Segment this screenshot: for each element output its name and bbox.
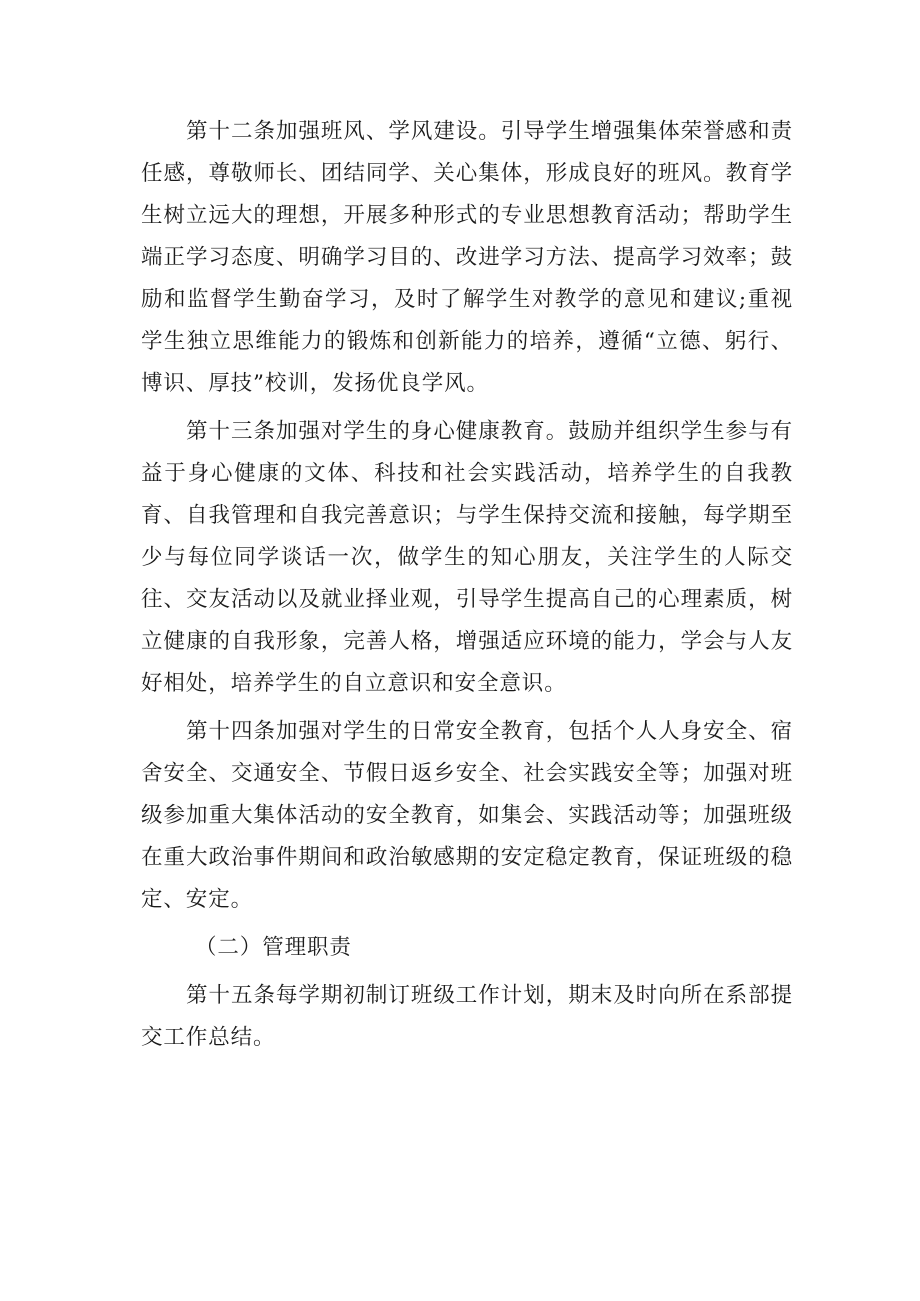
article-15-paragraph: 第十五条每学期初制订班级工作计划，期末及时向所在系部提交工作总结。	[141, 983, 793, 1050]
document-body	[141, 111, 793, 1059]
article-12-paragraph: 第十二条加强班风、学风建设。引导学生增强集体荣誉感和责任感，尊敬师长、团结同学、关心集体，形成良好的班风。教育学生树立远大的理想，开展多种形式的专业思想教育活动；帮助学生端正学习态度、明确学习目的、改进学习方法、提高学习效率；鼓励和监督学生勤奋学习，及时了解学生对教学的意见和建议;重视学生独立思维能力的锻炼和创新能力的培养，遵循“立德、躬行、博识、厚技”校训，发扬优良学风。	[141, 119, 793, 396]
section-heading: （二）管理职责	[195, 935, 352, 960]
article-14-paragraph: 第十四条加强对学生的日常安全教育，包括个人人身安全、宿舍安全、交通安全、节假日返乡安全、社会实践安全等；加强对班级参加重大集体活动的安全教育，如集会、实践活动等；加强班级在重大政治事件期间和政治敏感期的安定稳定教育，保证班级的稳定、安定。	[141, 719, 793, 912]
article-13-paragraph: 第十三条加强对学生的身心健康教育。鼓励并组织学生参与有益于身心健康的文体、科技和社会实践活动，培养学生的自我教育、自我管理和自我完善意识；与学生保持交流和接触，每学期至少与每位同学谈话一次，做学生的知心朋友，关注学生的人际交往、交友活动以及就业择业观，引导学生提高自己的心理素质，树立健康的自我形象，完善人格，增强适应环境的能力，学会与人友好相处，培养学生的自立意识和安全意识。	[141, 419, 793, 696]
